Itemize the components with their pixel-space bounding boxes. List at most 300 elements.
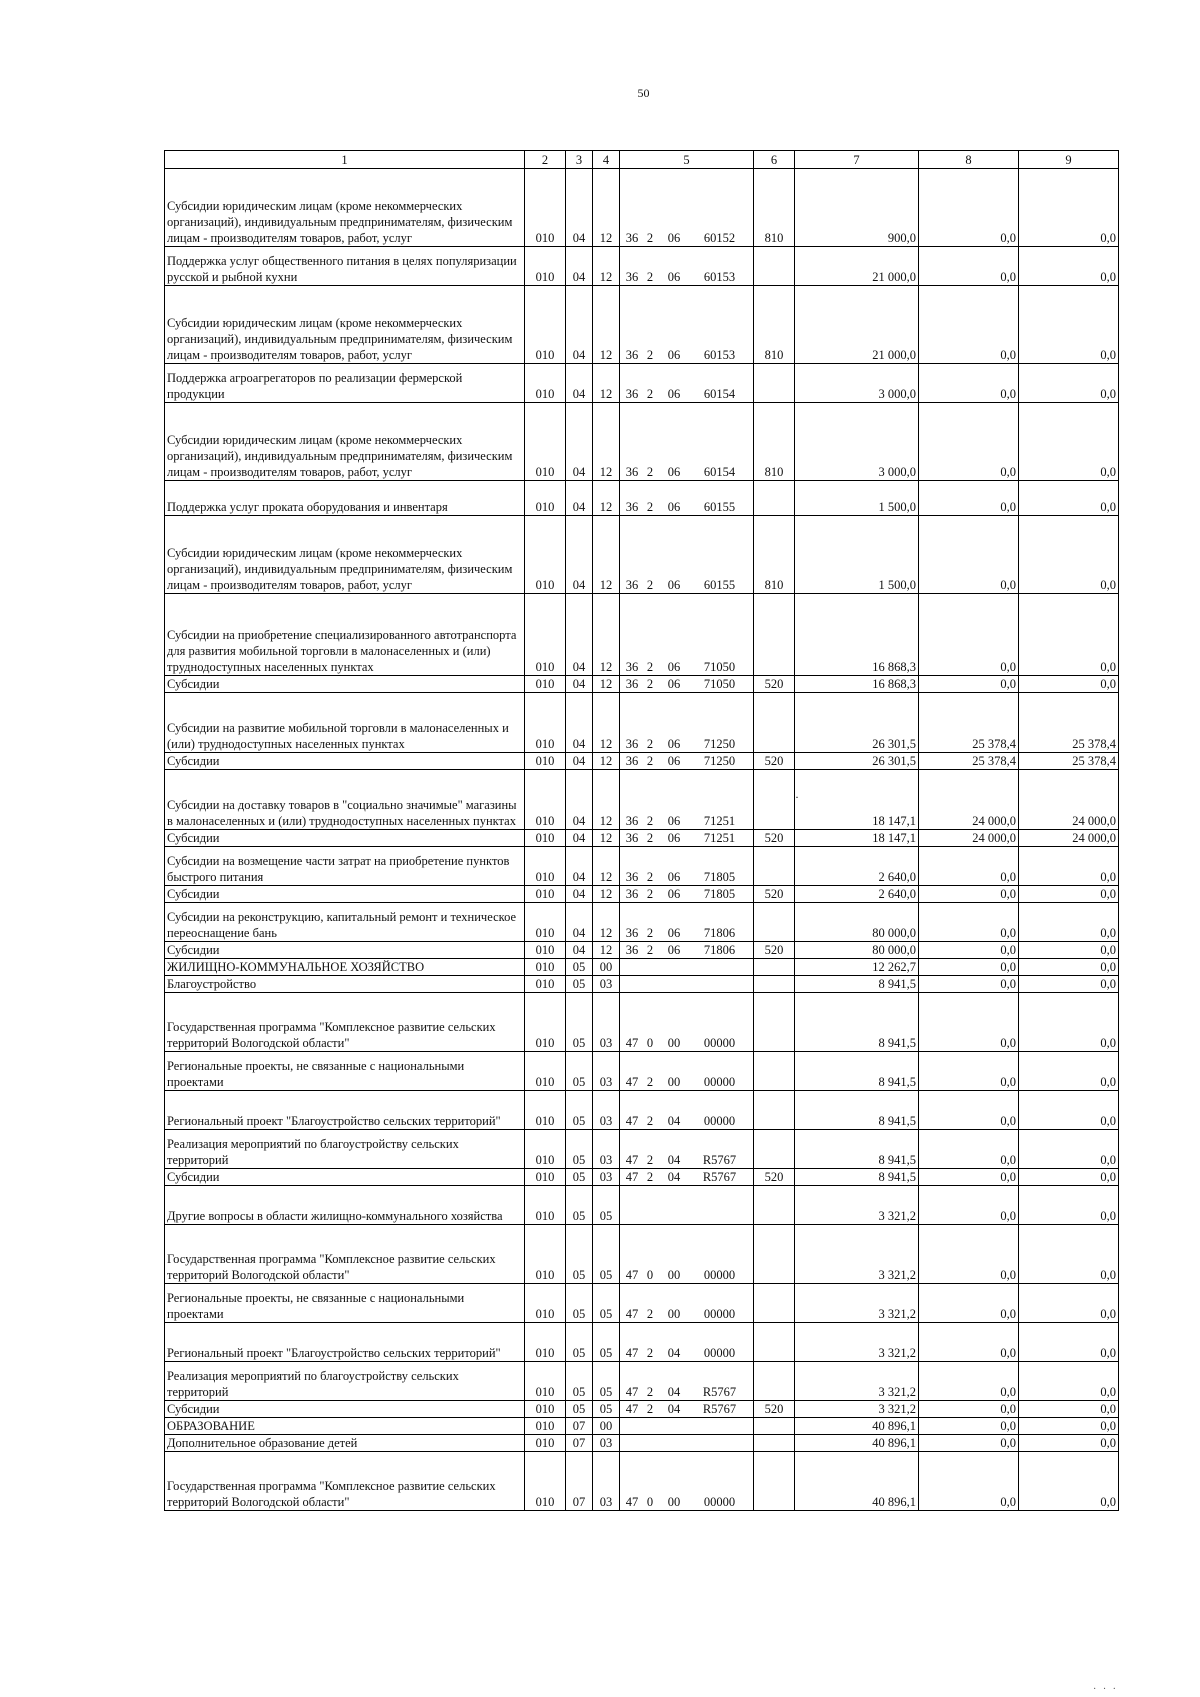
expense-type-code [754, 1418, 795, 1435]
amount-col-8: 0,0 [919, 1418, 1019, 1435]
program-code: 36 [625, 831, 639, 845]
header-cell: 3 [566, 151, 593, 169]
amount-col-9: 0,0 [1019, 993, 1119, 1052]
amount-col-9: 0,0 [1019, 481, 1119, 516]
row-name: Субсидии на приобретение специализированного автотранспорта для развития мобильной торговли в малонаселенных и (или) труднодоступных населенных пунктах [165, 594, 525, 676]
table-row [165, 676, 1119, 693]
target-article-code [620, 676, 754, 693]
chapter-code: 05 [593, 1284, 620, 1323]
subprogram-code: 2 [646, 1346, 654, 1360]
target-article-code [620, 1169, 754, 1186]
amount-col-8: 0,0 [919, 364, 1019, 403]
chapter-code: 05 [593, 1323, 620, 1362]
target-article-code [620, 1435, 754, 1452]
program-code: 36 [625, 737, 639, 751]
amount-col-8: 0,0 [919, 1186, 1019, 1225]
section-code: 010 [525, 286, 566, 364]
subsection-code: 04 [566, 676, 593, 693]
section-code: 010 [525, 594, 566, 676]
amount-col-9: 0,0 [1019, 959, 1119, 976]
amount-col-7: 16 868,3 [795, 594, 919, 676]
section-code: 010 [525, 770, 566, 830]
amount-col-8: 0,0 [919, 903, 1019, 942]
program-code: 36 [625, 270, 639, 284]
subsection-code: 07 [566, 1435, 593, 1452]
direction-code: 00000 [703, 1268, 736, 1282]
subprogram-code: 2 [646, 887, 654, 901]
subprogram-code: 0 [646, 1036, 654, 1050]
section-code: 010 [525, 1052, 566, 1091]
section-code: 010 [525, 403, 566, 481]
target-article-parts [620, 1169, 753, 1185]
row-name: Субсидии юридическим лицам (кроме некоммерческих организаций), индивидуальным предпринимателям, физическим лицам - производителям товаров, работ, услуг [165, 169, 525, 247]
table-row [165, 903, 1119, 942]
section-code: 010 [525, 1362, 566, 1401]
section-code: 010 [525, 942, 566, 959]
amount-col-7: 40 896,1 [795, 1418, 919, 1435]
direction-code: 71251 [703, 814, 736, 828]
subsection-code: 04 [566, 594, 593, 676]
subprogram-code: 2 [646, 1170, 654, 1184]
amount-col-7: 80 000,0 [795, 903, 919, 942]
expense-type-code [754, 1130, 795, 1169]
target-article-parts [620, 813, 753, 829]
program-code: 36 [625, 660, 639, 674]
table-row [165, 993, 1119, 1052]
program-code: 47 [625, 1268, 639, 1282]
subprogram-code: 2 [646, 1385, 654, 1399]
subsection-code: 07 [566, 1418, 593, 1435]
amount-col-8: 0,0 [919, 1284, 1019, 1323]
chapter-code: 12 [593, 247, 620, 286]
chapter-code: 00 [593, 1418, 620, 1435]
table-row [165, 830, 1119, 847]
event-code: 06 [667, 926, 681, 940]
program-code: 47 [625, 1114, 639, 1128]
row-name: Региональные проекты, не связанные с национальными проектами [165, 1052, 525, 1091]
table-body [165, 151, 1119, 1511]
table-row [165, 886, 1119, 903]
table-row [165, 516, 1119, 594]
subprogram-code: 2 [646, 943, 654, 957]
row-name: Поддержка агроагрегаторов по реализации фермерской продукции [165, 364, 525, 403]
amount-col-7: 8 941,5 [795, 976, 919, 993]
table-row [165, 1284, 1119, 1323]
target-article-parts [620, 269, 753, 285]
section-code: 010 [525, 847, 566, 886]
amount-col-9: 0,0 [1019, 1401, 1119, 1418]
amount-col-9: 0,0 [1019, 1225, 1119, 1284]
amount-col-7: 3 321,2 [795, 1362, 919, 1401]
event-code: 06 [667, 231, 681, 245]
expense-type-code [754, 364, 795, 403]
amount-col-9: 25 378,4 [1019, 753, 1119, 770]
table-row [165, 481, 1119, 516]
row-name: Субсидии [165, 676, 525, 693]
amount-col-7: 80 000,0 [795, 942, 919, 959]
expense-type-code: 520 [754, 1169, 795, 1186]
row-name: Субсидии юридическим лицам (кроме некоммерческих организаций), индивидуальным предпринимателям, физическим лицам - производителям товаров, работ, услуг [165, 516, 525, 594]
row-name: Субсидии юридическим лицам (кроме некоммерческих организаций), индивидуальным предпринимателям, физическим лицам - производителям товаров, работ, услуг [165, 286, 525, 364]
direction-code: 60154 [703, 465, 736, 479]
target-article-code [620, 1401, 754, 1418]
section-code: 010 [525, 1418, 566, 1435]
target-article-code [620, 847, 754, 886]
direction-code: 60152 [703, 231, 736, 245]
amount-col-7: 1 500,0 [795, 481, 919, 516]
table-row [165, 403, 1119, 481]
chapter-code: 12 [593, 830, 620, 847]
row-name: Субсидии [165, 942, 525, 959]
row-name: Субсидии на доставку товаров в "социально значимые" магазины в малонаселенных и (или) труднодоступных населенных пунктах [165, 770, 525, 830]
amount-col-7: 1 500,0 [795, 516, 919, 594]
target-article-parts [620, 830, 753, 846]
section-code: 010 [525, 753, 566, 770]
row-name: Дополнительное образование детей [165, 1435, 525, 1452]
target-article-parts [620, 925, 753, 941]
chapter-code: 05 [593, 1362, 620, 1401]
target-article-parts [620, 869, 753, 885]
header-cell: 6 [754, 151, 795, 169]
row-name: Субсидии на развитие мобильной торговли в малонаселенных и (или) труднодоступных населенных пунктах [165, 693, 525, 753]
expense-type-code [754, 1362, 795, 1401]
amount-col-9: 0,0 [1019, 169, 1119, 247]
subsection-code: 04 [566, 247, 593, 286]
budget-table [164, 150, 1119, 1511]
section-code: 010 [525, 516, 566, 594]
target-article-code [620, 886, 754, 903]
program-code: 47 [625, 1346, 639, 1360]
program-code: 47 [625, 1036, 639, 1050]
direction-code: 60153 [703, 348, 736, 362]
target-article-parts [620, 347, 753, 363]
amount-col-9: 0,0 [1019, 942, 1119, 959]
target-article-code [620, 247, 754, 286]
amount-col-8: 0,0 [919, 403, 1019, 481]
amount-col-8: 0,0 [919, 676, 1019, 693]
subprogram-code: 2 [646, 465, 654, 479]
expense-type-code: 520 [754, 830, 795, 847]
chapter-code: 12 [593, 676, 620, 693]
chapter-code: 12 [593, 693, 620, 753]
row-name: ОБРАЗОВАНИЕ [165, 1418, 525, 1435]
row-name: ЖИЛИЩНО-КОММУНАЛЬНОЕ ХОЗЯЙСТВО [165, 959, 525, 976]
table-row [165, 247, 1119, 286]
direction-code: 71050 [703, 660, 736, 674]
target-article-code [620, 770, 754, 830]
subprogram-code: 2 [646, 1307, 654, 1321]
program-code: 36 [625, 677, 639, 691]
chapter-code: 12 [593, 594, 620, 676]
expense-type-code [754, 1052, 795, 1091]
amount-col-9: 25 378,4 [1019, 693, 1119, 753]
amount-col-7: 2 640,0 [795, 847, 919, 886]
target-article-parts [620, 1306, 753, 1322]
event-code: 06 [667, 943, 681, 957]
subsection-code: 05 [566, 976, 593, 993]
amount-col-8: 0,0 [919, 1362, 1019, 1401]
amount-col-9: 0,0 [1019, 1052, 1119, 1091]
amount-col-8: 24 000,0 [919, 770, 1019, 830]
header-row [165, 151, 1119, 169]
expense-type-code [754, 1284, 795, 1323]
section-code: 010 [525, 364, 566, 403]
amount-col-7: 26 301,5 [795, 693, 919, 753]
event-code: 06 [667, 814, 681, 828]
direction-code: 60153 [703, 270, 736, 284]
target-article-code [620, 286, 754, 364]
program-code: 47 [625, 1495, 639, 1509]
subprogram-code: 2 [646, 814, 654, 828]
target-article-parts [620, 736, 753, 752]
amount-col-9: 0,0 [1019, 886, 1119, 903]
row-name: Благоустройство [165, 976, 525, 993]
event-code: 04 [667, 1114, 681, 1128]
amount-col-9: 0,0 [1019, 1091, 1119, 1130]
direction-code: 00000 [703, 1114, 736, 1128]
subsection-code: 05 [566, 1225, 593, 1284]
page-number: 50 [637, 86, 650, 100]
target-article-parts [620, 230, 753, 246]
amount-col-8: 0,0 [919, 169, 1019, 247]
table-row [165, 1418, 1119, 1435]
target-article-code [620, 1225, 754, 1284]
amount-col-8: 0,0 [919, 993, 1019, 1052]
table-row [165, 1169, 1119, 1186]
section-code: 010 [525, 1169, 566, 1186]
direction-code: 60154 [703, 387, 736, 401]
section-code: 010 [525, 1452, 566, 1511]
amount-col-9: 0,0 [1019, 1323, 1119, 1362]
direction-code: 60155 [703, 500, 736, 514]
program-code: 36 [625, 231, 639, 245]
subsection-code: 04 [566, 403, 593, 481]
expense-type-code: 520 [754, 676, 795, 693]
amount-col-8: 25 378,4 [919, 693, 1019, 753]
scan-mark: · [795, 790, 799, 804]
amount-col-8: 0,0 [919, 886, 1019, 903]
event-code: 04 [667, 1153, 681, 1167]
direction-code: R5767 [702, 1402, 737, 1416]
event-code: 04 [667, 1402, 681, 1416]
expense-type-code: 520 [754, 1401, 795, 1418]
target-article-parts [620, 1035, 753, 1051]
target-article-parts [620, 577, 753, 593]
amount-col-9: 0,0 [1019, 247, 1119, 286]
chapter-code: 03 [593, 976, 620, 993]
section-code: 010 [525, 676, 566, 693]
expense-type-code [754, 1186, 795, 1225]
target-article-code [620, 1130, 754, 1169]
chapter-code: 12 [593, 286, 620, 364]
subsection-code: 04 [566, 693, 593, 753]
amount-col-7: 3 321,2 [795, 1186, 919, 1225]
chapter-code: 03 [593, 1452, 620, 1511]
section-code: 010 [525, 1225, 566, 1284]
subsection-code: 05 [566, 1362, 593, 1401]
chapter-code: 12 [593, 481, 620, 516]
section-code: 010 [525, 169, 566, 247]
event-code: 06 [667, 660, 681, 674]
direction-code: 71806 [703, 926, 736, 940]
event-code: 06 [667, 387, 681, 401]
target-article-code [620, 1091, 754, 1130]
expense-type-code [754, 481, 795, 516]
table-row [165, 959, 1119, 976]
header-cell: 1 [165, 151, 525, 169]
table-row [165, 1225, 1119, 1284]
table-row [165, 169, 1119, 247]
amount-col-8: 0,0 [919, 942, 1019, 959]
amount-col-7: 8 941,5 [795, 1169, 919, 1186]
target-article-code [620, 1452, 754, 1511]
expense-type-code: 810 [754, 169, 795, 247]
amount-col-7: 12 262,7 [795, 959, 919, 976]
expense-type-code [754, 976, 795, 993]
target-article-parts [620, 386, 753, 402]
subprogram-code: 2 [646, 754, 654, 768]
row-name: Реализация мероприятий по благоустройству сельских территорий [165, 1130, 525, 1169]
table-row [165, 1323, 1119, 1362]
target-article-code [620, 1186, 754, 1225]
chapter-code: 03 [593, 1435, 620, 1452]
direction-code: 00000 [703, 1307, 736, 1321]
target-article-parts [620, 942, 753, 958]
amount-col-9: 0,0 [1019, 1169, 1119, 1186]
target-article-parts [620, 1401, 753, 1417]
subprogram-code: 2 [646, 737, 654, 751]
table-row [165, 942, 1119, 959]
row-name: Государственная программа "Комплексное развитие сельских территорий Вологодской области" [165, 1225, 525, 1284]
program-code: 36 [625, 387, 639, 401]
table-row [165, 1052, 1119, 1091]
target-article-code [620, 959, 754, 976]
subsection-code: 04 [566, 516, 593, 594]
chapter-code: 12 [593, 516, 620, 594]
subsection-code: 05 [566, 1169, 593, 1186]
target-article-code [620, 516, 754, 594]
amount-col-8: 0,0 [919, 1052, 1019, 1091]
amount-col-8: 0,0 [919, 1091, 1019, 1130]
amount-col-7: 3 000,0 [795, 403, 919, 481]
chapter-code: 05 [593, 1401, 620, 1418]
event-code: 06 [667, 500, 681, 514]
amount-col-7: 18 147,1 [795, 830, 919, 847]
direction-code: 71050 [703, 677, 736, 691]
expense-type-code: 520 [754, 753, 795, 770]
expense-type-code [754, 993, 795, 1052]
subsection-code: 05 [566, 1284, 593, 1323]
subprogram-code: 2 [646, 677, 654, 691]
event-code: 06 [667, 465, 681, 479]
amount-col-9: 0,0 [1019, 676, 1119, 693]
amount-col-9: 0,0 [1019, 903, 1119, 942]
target-article-parts [620, 1345, 753, 1361]
amount-col-8: 0,0 [919, 247, 1019, 286]
amount-col-9: 0,0 [1019, 403, 1119, 481]
table-row [165, 770, 1119, 830]
row-name: Субсидии на возмещение части затрат на приобретение пунктов быстрого питания [165, 847, 525, 886]
chapter-code: 03 [593, 993, 620, 1052]
header-cell: 4 [593, 151, 620, 169]
subsection-code: 04 [566, 770, 593, 830]
amount-col-8: 0,0 [919, 959, 1019, 976]
section-code: 010 [525, 993, 566, 1052]
event-code: 04 [667, 1346, 681, 1360]
target-article-parts [620, 659, 753, 675]
subprogram-code: 2 [646, 500, 654, 514]
subprogram-code: 2 [646, 1153, 654, 1167]
program-code: 36 [625, 578, 639, 592]
program-code: 36 [625, 943, 639, 957]
program-code: 47 [625, 1075, 639, 1089]
target-article-code [620, 169, 754, 247]
section-code: 010 [525, 830, 566, 847]
section-code: 010 [525, 481, 566, 516]
chapter-code: 05 [593, 1225, 620, 1284]
table-row [165, 847, 1119, 886]
target-article-parts [620, 1494, 753, 1510]
target-article-code [620, 903, 754, 942]
row-name: Государственная программа "Комплексное развитие сельских территорий Вологодской области" [165, 1452, 525, 1511]
header-cell: 9 [1019, 151, 1119, 169]
program-code: 36 [625, 926, 639, 940]
direction-code: 71250 [703, 737, 736, 751]
event-code: 00 [667, 1307, 681, 1321]
amount-col-8: 0,0 [919, 847, 1019, 886]
amount-col-8: 0,0 [919, 1130, 1019, 1169]
subsection-code: 05 [566, 1130, 593, 1169]
chapter-code: 03 [593, 1130, 620, 1169]
amount-col-8: 0,0 [919, 1225, 1019, 1284]
target-article-parts [620, 1113, 753, 1129]
row-name: Поддержка услуг проката оборудования и инвентаря [165, 481, 525, 516]
program-code: 36 [625, 465, 639, 479]
subprogram-code: 2 [646, 660, 654, 674]
program-code: 36 [625, 887, 639, 901]
amount-col-8: 0,0 [919, 1401, 1019, 1418]
direction-code: 71250 [703, 754, 736, 768]
target-article-code [620, 693, 754, 753]
table-row [165, 594, 1119, 676]
expense-type-code [754, 847, 795, 886]
amount-col-8: 0,0 [919, 1169, 1019, 1186]
subsection-code: 04 [566, 481, 593, 516]
program-code: 47 [625, 1307, 639, 1321]
amount-col-8: 24 000,0 [919, 830, 1019, 847]
subsection-code: 05 [566, 1186, 593, 1225]
amount-col-8: 0,0 [919, 481, 1019, 516]
table-row [165, 1130, 1119, 1169]
target-article-parts [620, 676, 753, 692]
target-article-code [620, 976, 754, 993]
program-code: 36 [625, 500, 639, 514]
program-code: 36 [625, 870, 639, 884]
subprogram-code: 2 [646, 870, 654, 884]
amount-col-7: 2 640,0 [795, 886, 919, 903]
row-name: Субсидии [165, 753, 525, 770]
program-code: 36 [625, 754, 639, 768]
section-code: 010 [525, 1186, 566, 1225]
direction-code: 00000 [703, 1346, 736, 1360]
amount-col-9: 24 000,0 [1019, 770, 1119, 830]
amount-col-7: 3 321,2 [795, 1284, 919, 1323]
table-row [165, 364, 1119, 403]
amount-col-7: 3 000,0 [795, 364, 919, 403]
amount-col-7: 3 321,2 [795, 1323, 919, 1362]
section-code: 010 [525, 693, 566, 753]
chapter-code: 03 [593, 1091, 620, 1130]
